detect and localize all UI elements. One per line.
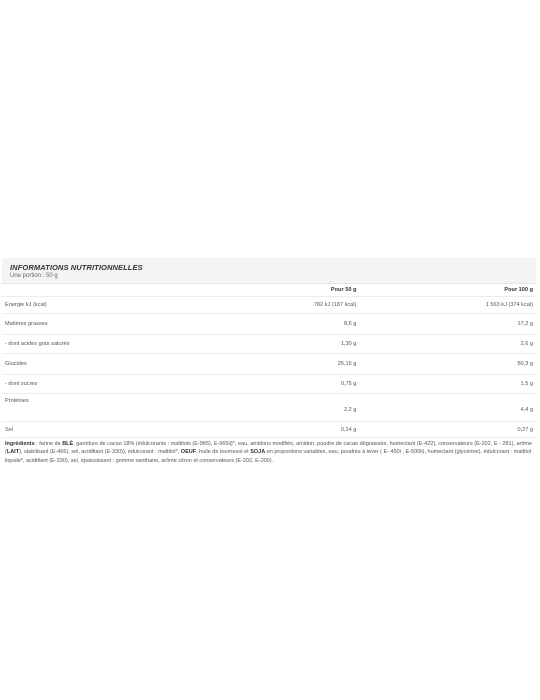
row-label: Protéines — [2, 394, 183, 422]
row-label: - dont acides gras saturés — [2, 335, 183, 354]
row-label: Matières grasses — [2, 314, 183, 335]
row-label: Sel — [2, 422, 183, 438]
nutrition-table — [2, 284, 536, 438]
allergen-egg: OEUF — [180, 449, 197, 456]
nutrition-panel — [2, 258, 536, 467]
value-per-50g: 2,2 g — [183, 394, 360, 422]
row-label: - dont sucres — [2, 375, 183, 394]
ingredients-text — [2, 438, 536, 467]
table-row — [2, 335, 536, 354]
value-per-100g: 50,3 g — [359, 354, 536, 375]
ingredients-part: , garniture de cacao 18% (édulcorants : maltitols (E-965), E-965ii)*, eau, amidons modifiés, amidon, poudre de cacao dégraissée, humectant (E-422), conservateurs (E-202, E - 281), arôme ( — [5, 441, 533, 456]
column-header-per-50g: Pour 50 g — [183, 284, 360, 297]
row-label: Energie kJ (kcal) — [2, 297, 183, 314]
table-row — [2, 314, 536, 335]
value-per-100g: 2,6 g — [359, 335, 536, 354]
portion-subtitle: Une portion : 50 g — [10, 273, 58, 279]
value-per-50g: 0,14 g — [183, 422, 360, 438]
value-per-50g: 8,6 g — [183, 314, 360, 335]
value-per-100g: 1,5 g — [359, 375, 536, 394]
table-row — [2, 297, 536, 314]
nutrition-title: INFORMATIONS NUTRITIONNELLES — [10, 263, 143, 272]
value-per-100g: 0,27 g — [359, 422, 536, 438]
value-per-100g: 4,4 g — [359, 394, 536, 422]
table-row — [2, 422, 536, 438]
allergen-milk: LAIT — [6, 449, 20, 456]
ingredients-part: ), stabilisant (E-466), sel, acidifiant (E-330)), édulcorant : maltitol*, — [19, 449, 181, 456]
value-per-50g: 0,75 g — [183, 375, 360, 394]
allergen-wheat: BLÉ — [62, 441, 74, 447]
table-row — [2, 375, 536, 394]
ingredients-part: en proportions variables, eau, poudres à lever ( E- 450i , E-500ii), humectant (glycérine), édulcorant : maltitol liquide*, acidifiant (E-330), sel, épaississant : gomme xanthane, arôme citron et conservateurs (E-202, E-200). — [5, 449, 532, 464]
value-per-50g: 25,15 g — [183, 354, 360, 375]
nutrition-header — [2, 258, 536, 284]
value-per-100g: 1 563 kJ (374 kcal) — [359, 297, 536, 314]
table-row — [2, 394, 536, 422]
value-per-50g: 1,30 g — [183, 335, 360, 354]
row-label: Glucides — [2, 354, 183, 375]
column-header-label — [2, 284, 183, 297]
ingredients-part: , huile de tournesol et — [196, 449, 251, 456]
column-header-per-100g: Pour 100 g — [359, 284, 536, 297]
table-header-row — [2, 284, 536, 297]
value-per-50g: 782 kJ (187 kcal) — [183, 297, 360, 314]
ingredients-heading: Ingrédients — [5, 441, 35, 447]
value-per-100g: 17,2 g — [359, 314, 536, 335]
allergen-soy: SOJA — [250, 449, 266, 456]
table-row — [2, 354, 536, 375]
ingredients-part: : farine de — [34, 441, 63, 447]
